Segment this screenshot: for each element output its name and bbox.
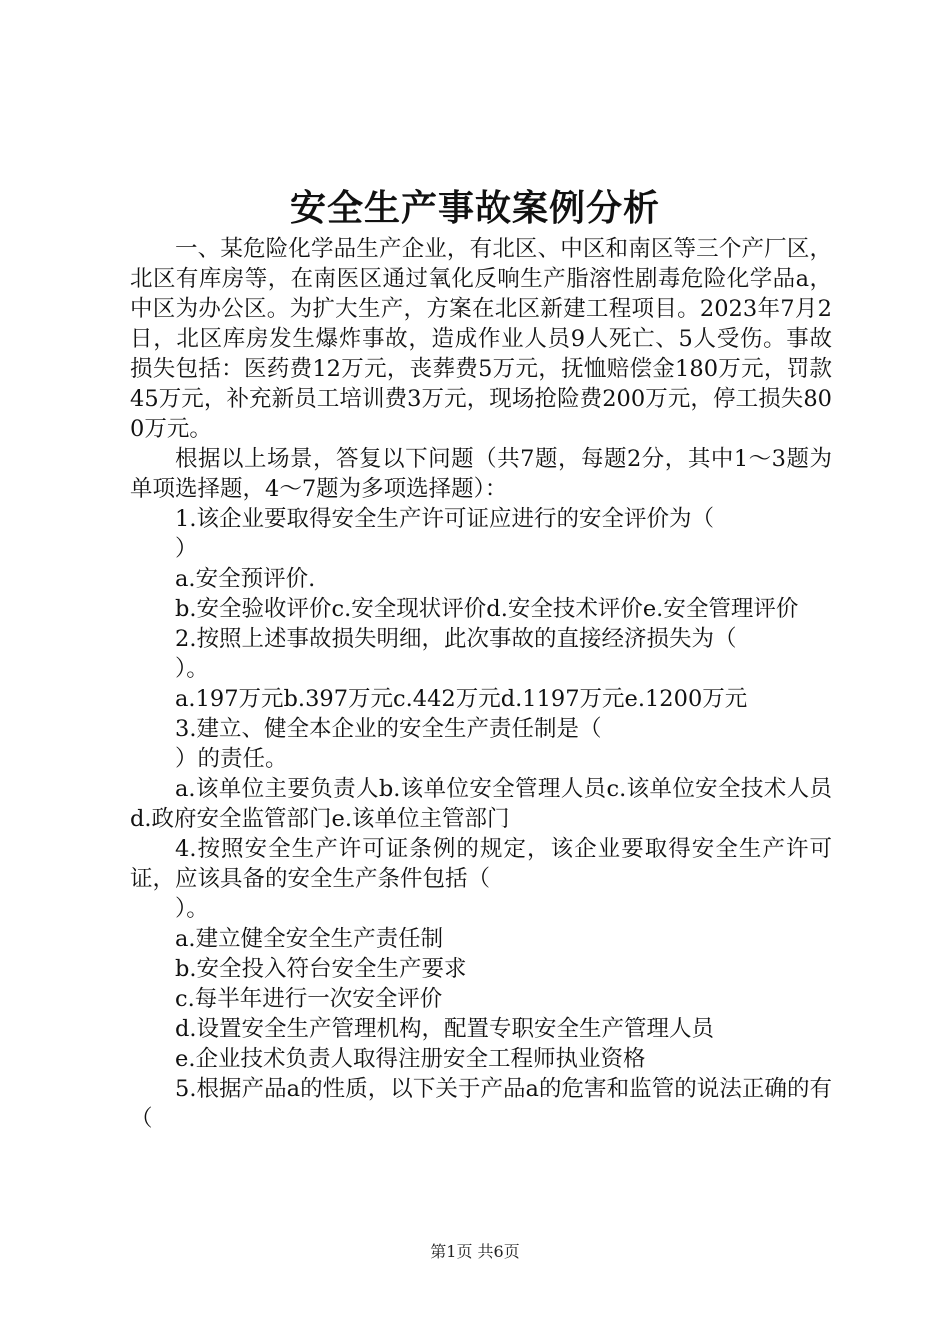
question-4: 4.按照安全生产许可证条例的规定，该企业要取得安全生产许可证，应该具备的安全生产条件包括（ (130, 836, 832, 892)
question-2-blank: ）。 (175, 656, 209, 682)
paragraph-instructions: 根据以上场景，答复以下问题（共7题，每题2分，其中1～3题为单项选择题，4～7题为多项选择题）： (130, 446, 832, 502)
question-4-option-d: d.设置安全生产管理机构，配置专职安全生产管理人员 (175, 1016, 715, 1042)
document-body (130, 234, 832, 1134)
question-4-option-a: a.建立健全安全生产责任制 (175, 926, 444, 952)
question-2: 2.按照上述事故损失明细，此次事故的直接经济损失为（ (175, 626, 737, 652)
question-4-option-e: e.企业技术负责人取得注册安全工程师执业资格 (175, 1046, 646, 1072)
document-title: 安全生产事故案例分析 (289, 188, 660, 229)
page-number: 第1页 共6页 (430, 1242, 520, 1261)
question-4-option-c: c.每半年进行一次安全评价 (175, 986, 443, 1012)
question-4-blank: ）。 (175, 896, 209, 922)
paragraph-scenario: 一、某危险化学品生产企业，有北区、中区和南区等三个产厂区，北区有库房等，在南医区通过氧化反响生产脂溶性剧毒危险化学品a，中区为办公区。为扩大生产，方案在北区新建工程项目。2023年7月2日，北区库房发生爆炸事故，造成作业人员9人死亡、5人受伤。事故损失包括：医药费12万元，丧葬费5万元，抚恤赔偿金180万元，罚款45万元，补充新员工培训费3万元，现场抢险费200万元，停工损失800万元。 (130, 236, 832, 442)
question-3: 3.建立、健全本企业的安全生产责任制是（ (175, 716, 602, 742)
question-5: 5.根据产品a的性质，以下关于产品a的危害和监管的说法正确的有（ (130, 1076, 832, 1132)
question-3-options: a.该单位主要负责人b.该单位安全管理人员c.该单位安全技术人员d.政府安全监管部门e.该单位主管部门 (130, 776, 832, 832)
question-1-blank: ） (175, 536, 198, 562)
question-2-options: a.197万元b.397万元c.442万元d.1197万元e.1200万元 (175, 686, 748, 712)
question-4-option-b: b.安全投入符台安全生产要求 (175, 956, 467, 982)
question-1-options-b-e: b.安全验收评价c.安全现状评价d.安全技术评价e.安全管理评价 (175, 596, 799, 622)
question-1-option-a: a.安全预评价. (175, 566, 316, 592)
question-3-blank: ）的责任。 (175, 746, 288, 772)
question-1: 1.该企业要取得安全生产许可证应进行的安全评价为（ (175, 506, 714, 532)
